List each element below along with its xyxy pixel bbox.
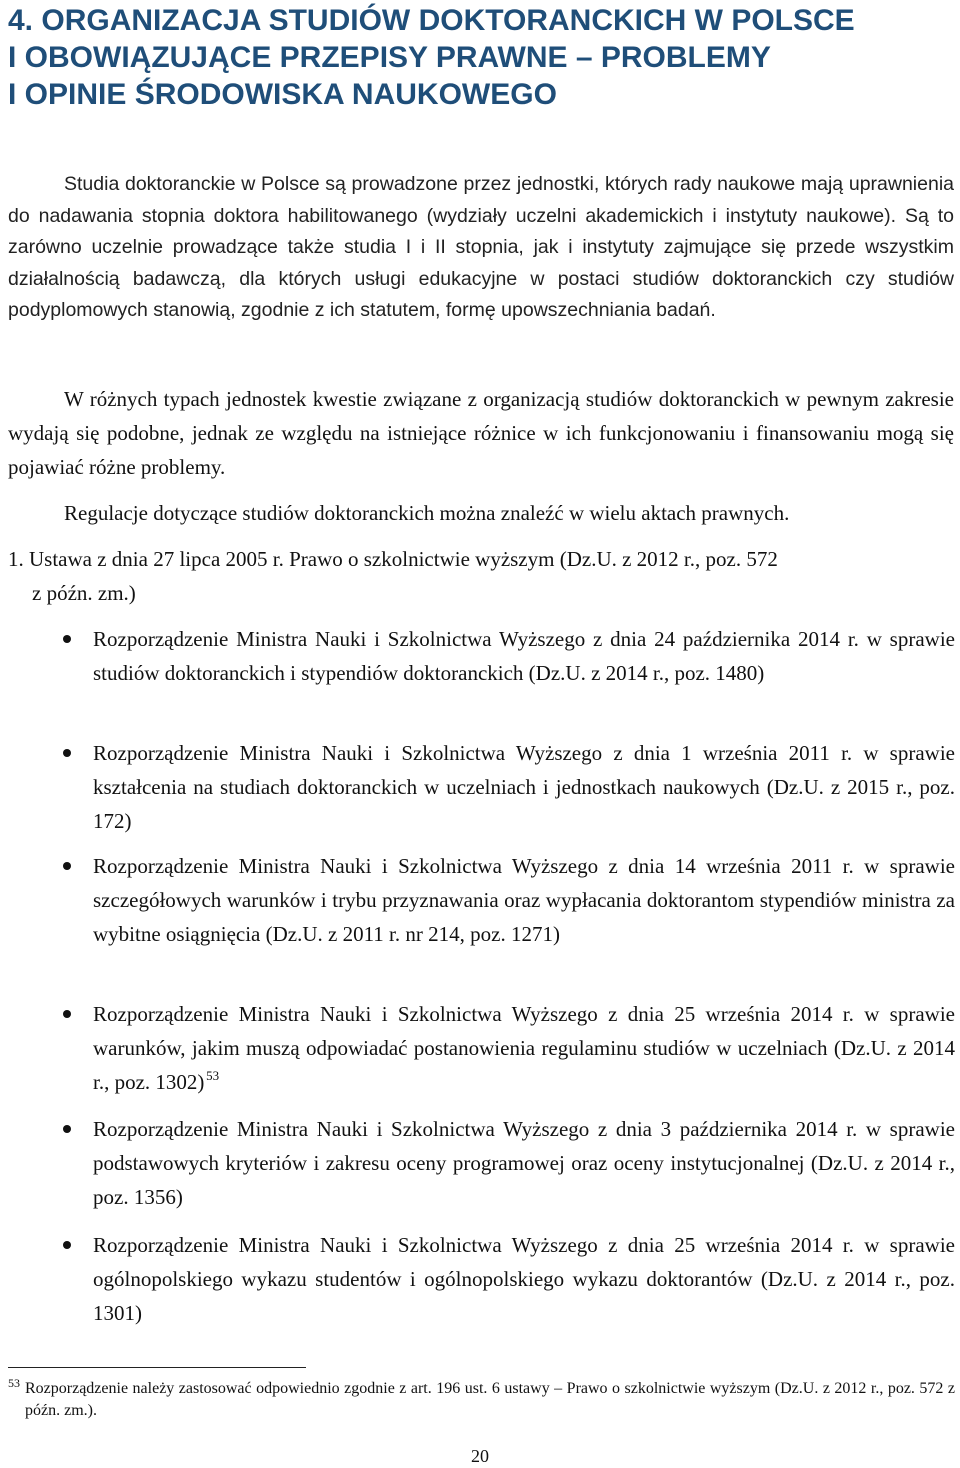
bullet-text [93,997,955,1099]
footnote-reference[interactable]: 53 [206,1068,220,1083]
list-item-line-2: z późn. zm.) [32,581,136,605]
bullet-icon [63,1010,71,1018]
footnote-divider [8,1367,306,1368]
bullet-icon [63,1241,71,1249]
paragraph-unit-types: W różnych typach jednostek kwestie związane z organizacją studiów doktoranckich w pewnym zakresie wydają się podobne, jednak ze względu na istniejące różnice w ich funkcjonowaniu i finansowaniu mogą się pojawiać różne problemy. [8,387,954,479]
heading-line-1: 4. ORGANIZACJA STUDIÓW DOKTORANCKICH W POLSCE [8,4,855,37]
footnote-text: Rozporządzenie należy zastosować odpowiednio zgodnie z art. 196 ust. 6 ustawy – Prawo o szkolnictwie wyższym (Dz.U. z 2012 r., poz. 572 z późn. zm.). [25,1380,955,1419]
bullet-text-content: Rozporządzenie Ministra Nauki i Szkolnictwa Wyższego z dnia 25 września 2014 r. w sprawie warunków, jakim muszą odpowiadać postanowienia regulaminu studiów w uczelniach (Dz.U. z 2014 r., poz. 1302) [93,1002,955,1094]
chapter-heading [8,2,953,113]
bullet-text: Rozporządzenie Ministra Nauki i Szkolnictwa Wyższego z dnia 3 października 2014 r. w sprawie podstawowych kryteriów i zakresu oceny programowej oraz oceny instytucjonalnej (Dz.U. z 2014 r., poz. 1356) [93,1117,955,1209]
paragraph-regulations: Regulacje dotyczące studiów doktoranckich można znaleźć w wielu aktach prawnych. [64,501,790,525]
paragraph-intro: Studia doktoranckie w Polsce są prowadzone przez jednostki, których rady naukowe mają uprawnienia do nadawania stopnia doktora habilitowanego (wydziały uczelni akademickich i instytuty naukowe). Są to zarówno uczelnie prowadzące także studia I i II stopnia, jak i instytuty zajmujące się przede wszystkim działalnością badawczą, dla których usługi edukacyjne w postaci studiów doktoranckich czy studiów podyplomowych stanowią, zgodnie z ich statutem, formę upowszechniania badań. [8,173,954,321]
bullet-icon [63,862,71,870]
numbered-list-item [8,542,954,610]
heading-line-2: I OBOWIĄZUJĄCE PRZEPISY PRAWNE – PROBLEMY [8,41,771,74]
page-number: 20 [471,1446,489,1466]
footnote-number: 53 [8,1376,20,1390]
list-item-line-1: 1. Ustawa z dnia 27 lipca 2005 r. Prawo o szkolnictwie wyższym (Dz.U. z 2012 r., poz. 572 [8,547,778,571]
bullet-text: Rozporządzenie Ministra Nauki i Szkolnictwa Wyższego z dnia 24 października 2014 r. w sprawie studiów doktoranckich i stypendiów doktoranckich (Dz.U. z 2014 r., poz. 1480) [93,627,955,685]
bullet-icon [63,749,71,757]
bullet-text: Rozporządzenie Ministra Nauki i Szkolnictwa Wyższego z dnia 25 września 2014 r. w sprawie ogólnopolskiego wykazu studentów i ogólnopolskiego wykazu doktorantów (Dz.U. z 2014 r., poz. 1301) [93,1233,955,1325]
bullet-icon [63,635,71,643]
bullet-icon [63,1125,71,1133]
heading-line-3: I OPINIE ŚRODOWISKA NAUKOWEGO [8,78,557,111]
bullet-text: Rozporządzenie Ministra Nauki i Szkolnictwa Wyższego z dnia 1 września 2011 r. w sprawie kształcenia na studiach doktoranckich w uczelniach i jednostkach naukowych (Dz.U. z 2015 r., poz. 172) [93,741,955,833]
bullet-text: Rozporządzenie Ministra Nauki i Szkolnictwa Wyższego z dnia 14 września 2011 r. w sprawie szczegółowych warunków i trybu przyznawania oraz wypłacania doktorantom stypendiów ministra za wybitne osiągnięcia (Dz.U. z 2011 r. nr 214, poz. 1271) [93,854,955,946]
